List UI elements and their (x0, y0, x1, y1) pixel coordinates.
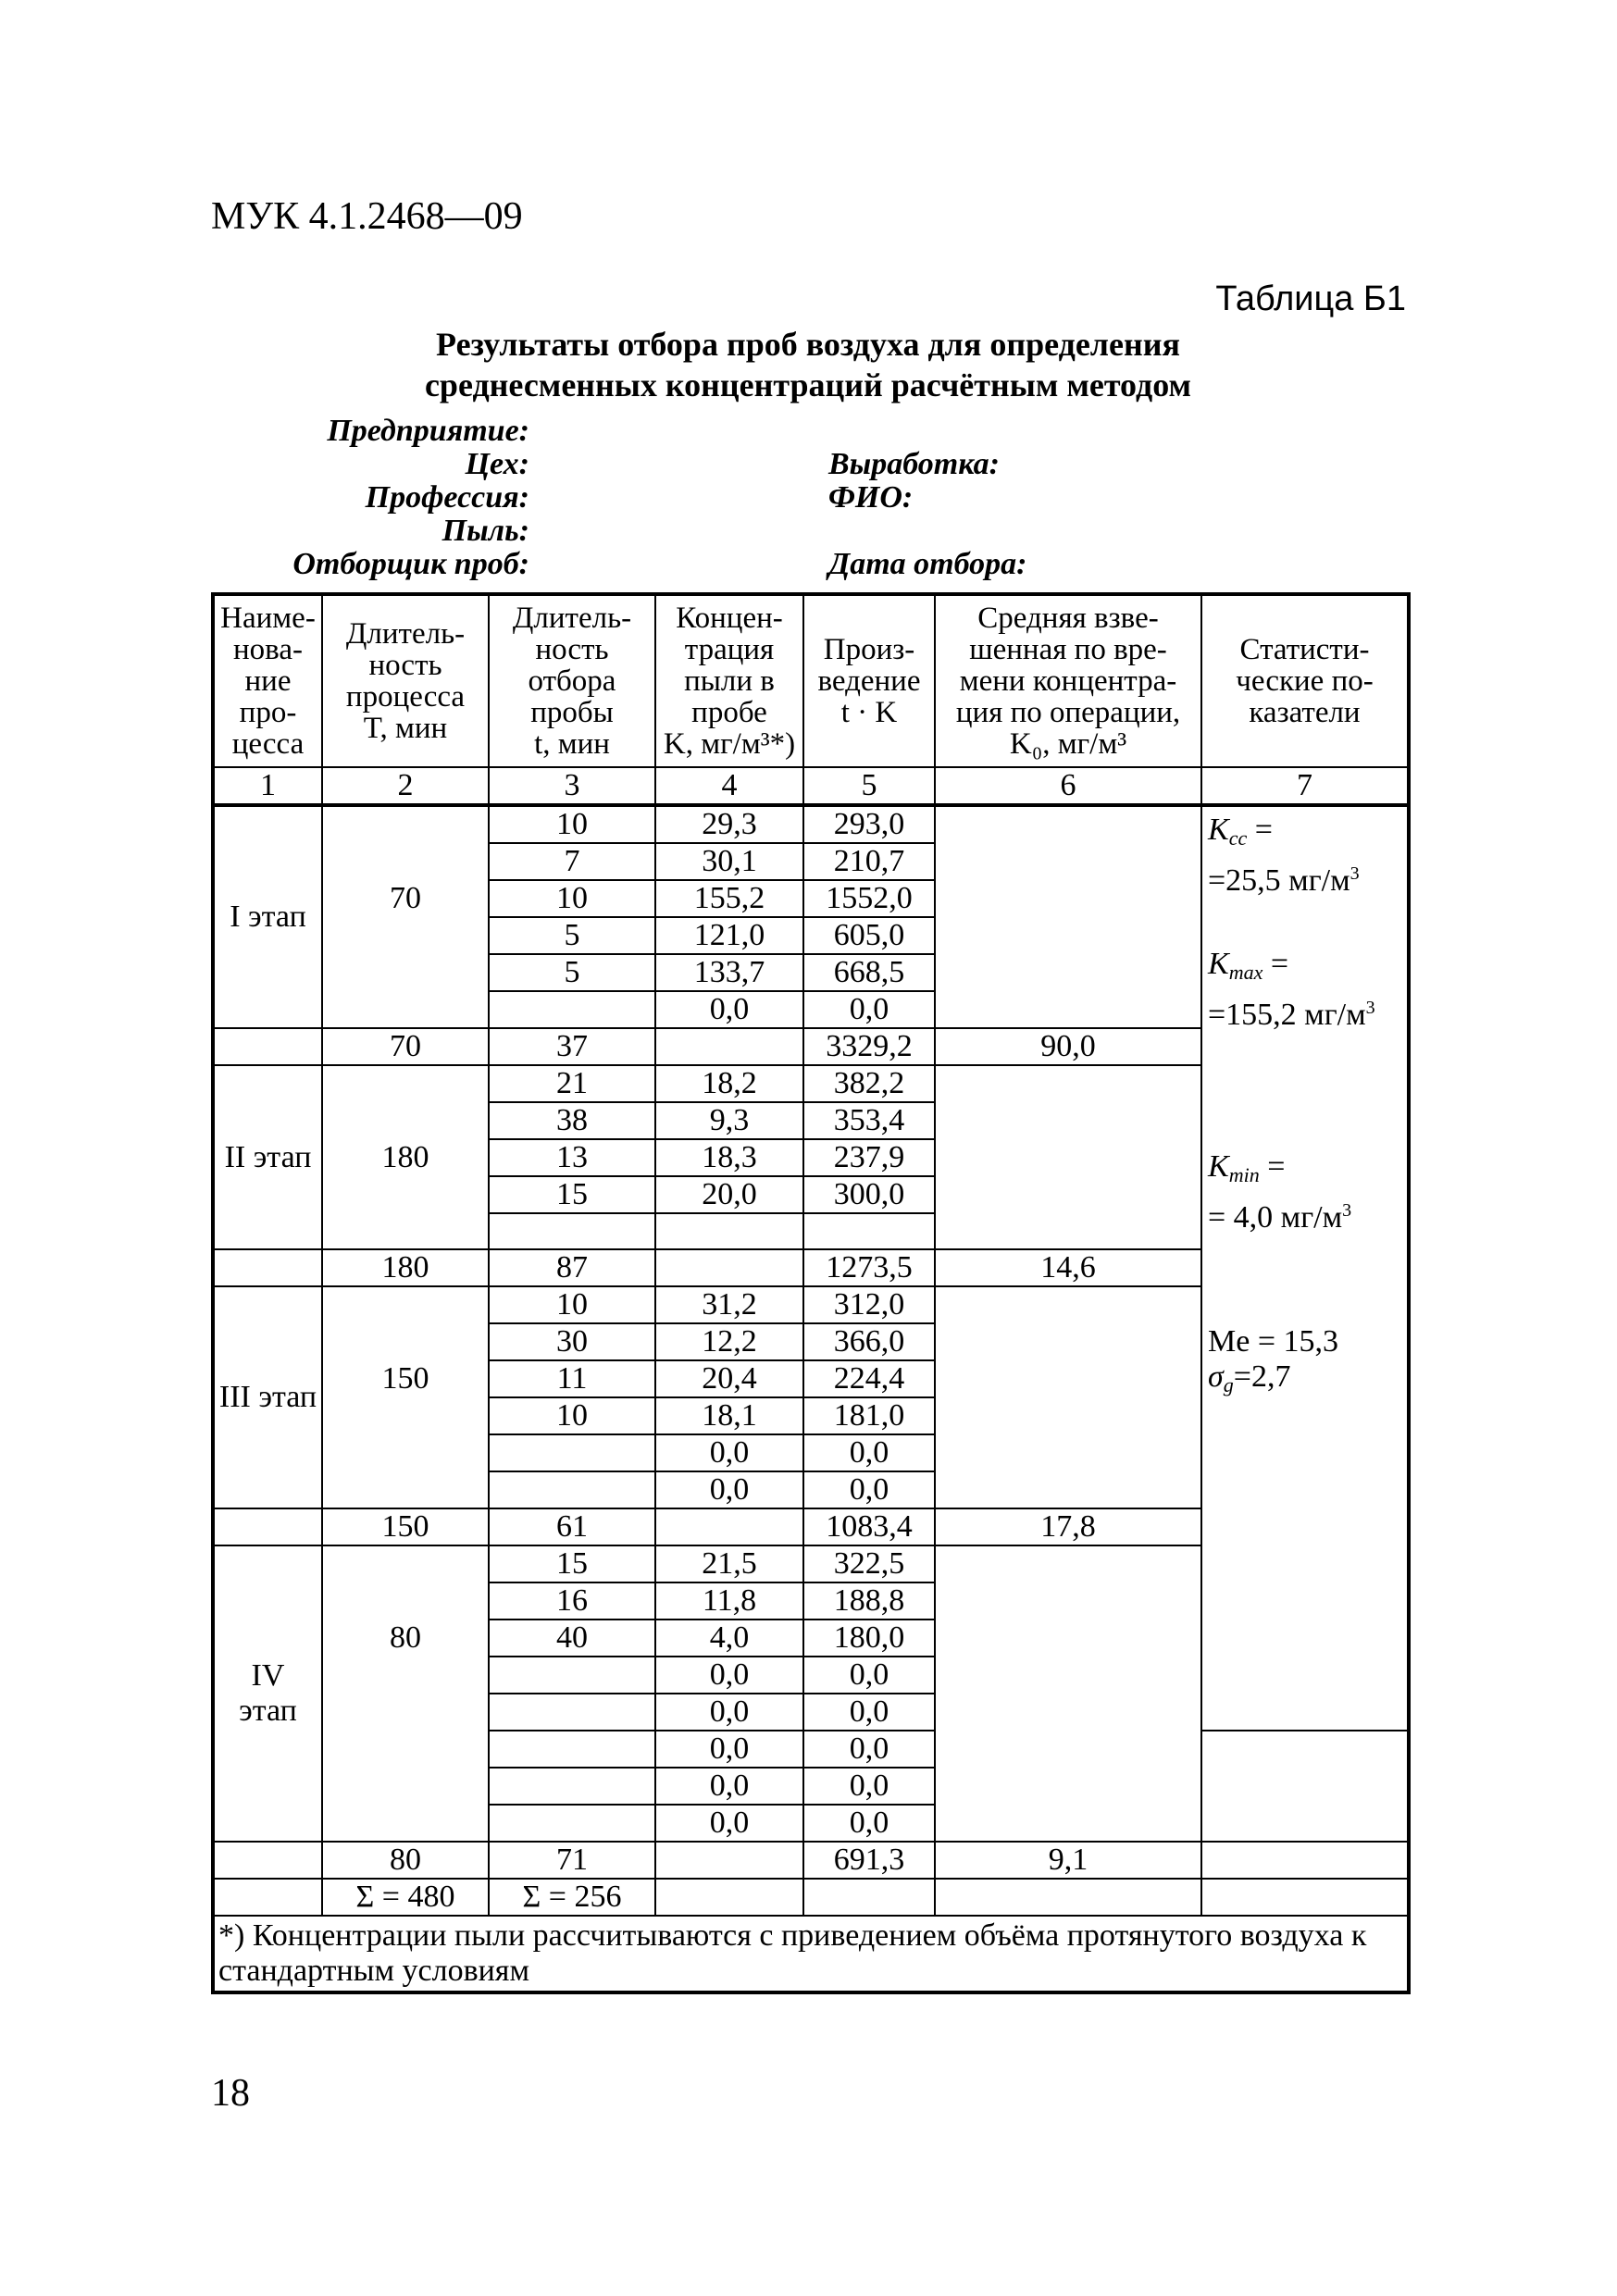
stage-duration: 70 (322, 880, 489, 917)
meta-sampler: Отборщик проб: (292, 547, 529, 581)
meta-dust: Пыль: (442, 514, 529, 548)
cell: 10 (489, 880, 655, 917)
cell: 71 (489, 1842, 655, 1879)
cell (322, 805, 489, 843)
cell: 300,0 (803, 1176, 935, 1213)
cell: 0,0 (655, 1471, 803, 1508)
cell: 0,0 (655, 1694, 803, 1731)
footnote: *) Концентрации пыли рассчитываются с приведением объёма протянутого воздуха к стандартным условиям (213, 1916, 1409, 1992)
cell: 0,0 (803, 1805, 935, 1842)
cell (322, 1545, 489, 1582)
statistics-cell (1201, 805, 1409, 1731)
cell: 312,0 (803, 1286, 935, 1323)
sum-process-duration: Σ = 480 (322, 1879, 489, 1916)
cell: 0,0 (803, 1694, 935, 1731)
cell: 0,0 (803, 1731, 935, 1768)
cell: 31,2 (655, 1286, 803, 1323)
cell: 3329,2 (803, 1028, 935, 1065)
column-number-row (213, 767, 1409, 805)
meta-enterprise: Предприятие: (327, 414, 529, 448)
cell: 11,8 (655, 1582, 803, 1620)
cell: 210,7 (803, 843, 935, 880)
cell: 181,0 (803, 1397, 935, 1434)
cell: 18,2 (655, 1065, 803, 1102)
cell: 18,1 (655, 1397, 803, 1434)
title-line-1: Результаты отбора проб воздуха для определения (436, 326, 1180, 363)
cell (655, 1879, 803, 1916)
cell (655, 1508, 803, 1545)
cell: 40 (489, 1620, 655, 1657)
cell (213, 1879, 322, 1916)
document-code: МУК 4.1.2468—09 (211, 195, 523, 238)
cell: 0,0 (655, 1768, 803, 1805)
cell: 38 (489, 1102, 655, 1139)
cell: 0,0 (803, 1434, 935, 1471)
cell (935, 1545, 1201, 1842)
results-table (211, 592, 1411, 1994)
cell (322, 1102, 489, 1139)
cell: 0,0 (803, 991, 935, 1028)
cell (1201, 1842, 1409, 1879)
cell: 10 (489, 805, 655, 843)
table-row (213, 1768, 1409, 1805)
cell (213, 1842, 322, 1879)
column-number: 3 (489, 767, 655, 805)
cell (322, 1323, 489, 1360)
cell (935, 1879, 1201, 1916)
cell: 10 (489, 1397, 655, 1434)
cell (322, 1805, 489, 1842)
cell: 9,1 (935, 1842, 1201, 1879)
stage-total-row (213, 1842, 1409, 1879)
cell: 12,2 (655, 1323, 803, 1360)
cell (489, 1768, 655, 1805)
cell: 1552,0 (803, 880, 935, 917)
cell (489, 991, 655, 1028)
header-row (213, 594, 1409, 767)
column-number: 7 (1201, 767, 1409, 805)
cell: 155,2 (655, 880, 803, 917)
cell (322, 1657, 489, 1694)
stat-kmax: $K_{max}$ = =155,2 $мг/м^3$ (1208, 947, 1375, 1032)
cell (803, 1213, 935, 1249)
cell (322, 1213, 489, 1249)
table-row (213, 1731, 1409, 1768)
cell (803, 1879, 935, 1916)
cell: 15 (489, 1176, 655, 1213)
cell: 1273,5 (803, 1249, 935, 1286)
cell: 16 (489, 1582, 655, 1620)
stat-kcc: $K_{cc}$ = =25,5 $мг/м^3$ (1208, 813, 1360, 898)
stage-duration: 180 (322, 1139, 489, 1176)
cell: 237,9 (803, 1139, 935, 1176)
cell (322, 1434, 489, 1471)
header-concentration: Концен- трация пыли в пробе K, мг/м³*) (655, 594, 803, 767)
cell (213, 1249, 322, 1286)
meta-profession: Профессия: (365, 480, 529, 515)
cell (322, 1731, 489, 1768)
cell (322, 843, 489, 880)
stage-name: I этап (213, 805, 322, 1028)
cell (322, 1286, 489, 1323)
stage-name: II этап (213, 1065, 322, 1249)
cell: 188,8 (803, 1582, 935, 1620)
stat-median: Me = 15,3 $\sigma_g=2,7$ (1208, 1324, 1338, 1396)
cell: 13 (489, 1139, 655, 1176)
meta-fio: ФИО: (828, 480, 914, 515)
cell: 0,0 (655, 1657, 803, 1694)
cell: 61 (489, 1508, 655, 1545)
cell: 17,8 (935, 1508, 1201, 1545)
table-row (213, 1805, 1409, 1842)
cell (322, 1694, 489, 1731)
table-label: Таблица Б1 (1215, 279, 1406, 318)
stat-kmin: $K_{min}$ = = 4,0 $мг/м^3$ (1208, 1149, 1352, 1235)
header-process-name: Наиме- нова- ние про- цесса (213, 594, 322, 767)
cell (322, 1768, 489, 1805)
cell (489, 1731, 655, 1768)
cell: 668,5 (803, 954, 935, 991)
header-product: Произ- ведение t · K (803, 594, 935, 767)
sum-row (213, 1879, 1409, 1916)
stage-duration: 150 (322, 1360, 489, 1397)
column-number: 1 (213, 767, 322, 805)
cell (322, 917, 489, 954)
cell: 0,0 (655, 1805, 803, 1842)
cell (322, 1065, 489, 1102)
cell (322, 1176, 489, 1213)
cell: 605,0 (803, 917, 935, 954)
cell: 21,5 (655, 1545, 803, 1582)
cell: 80 (322, 1842, 489, 1879)
cell (213, 1028, 322, 1065)
cell: 5 (489, 954, 655, 991)
cell: 21 (489, 1065, 655, 1102)
cell: 224,4 (803, 1360, 935, 1397)
cell: 322,5 (803, 1545, 935, 1582)
column-number: 4 (655, 767, 803, 805)
cell: 691,3 (803, 1842, 935, 1879)
cell (213, 1508, 322, 1545)
cell: 0,0 (655, 991, 803, 1028)
meta-output: Выработка: (828, 447, 1000, 481)
cell: 87 (489, 1249, 655, 1286)
cell: 353,4 (803, 1102, 935, 1139)
cell: 366,0 (803, 1323, 935, 1360)
cell: 18,3 (655, 1139, 803, 1176)
header-sampling-duration: Длитель- ность отбора пробы t, мин (489, 594, 655, 767)
cell (1201, 1879, 1409, 1916)
cell (489, 1694, 655, 1731)
cell: 15 (489, 1545, 655, 1582)
cell: 1083,4 (803, 1508, 935, 1545)
cell (489, 1805, 655, 1842)
cell: 0,0 (655, 1731, 803, 1768)
stage-name: III этап (213, 1286, 322, 1508)
cell (935, 805, 1201, 1028)
cell: 382,2 (803, 1065, 935, 1102)
cell: 0,0 (803, 1471, 935, 1508)
cell: 7 (489, 843, 655, 880)
footnote-row (213, 1916, 1409, 1992)
cell: 0,0 (803, 1657, 935, 1694)
table-row (213, 805, 1409, 843)
meta-sampling-date: Дата отбора: (828, 547, 1027, 581)
sum-sampling-duration: Σ = 256 (489, 1879, 655, 1916)
cell: 5 (489, 917, 655, 954)
header-process-duration: Длитель- ность процесса T, мин (322, 594, 489, 767)
title-line-2: среднесменных концентраций расчётным методом (424, 366, 1192, 403)
header-statistics: Статисти- ческие по- казатели (1201, 594, 1409, 767)
cell (655, 1213, 803, 1249)
cell: 30 (489, 1323, 655, 1360)
cell (489, 1657, 655, 1694)
cell: 4,0 (655, 1620, 803, 1657)
cell (489, 1213, 655, 1249)
cell (322, 1582, 489, 1620)
cell: 90,0 (935, 1028, 1201, 1065)
cell (489, 1471, 655, 1508)
cell: 70 (322, 1028, 489, 1065)
cell (322, 954, 489, 991)
cell (489, 1434, 655, 1471)
cell: 29,3 (655, 805, 803, 843)
cell: 121,0 (655, 917, 803, 954)
cell: 9,3 (655, 1102, 803, 1139)
header-weighted-average: Средняя взве- шенная по вре- мени концентра- ция по операции, K₀, мг/м³ (935, 594, 1201, 767)
table-title (211, 324, 1405, 405)
cell: 0,0 (803, 1768, 935, 1805)
cell: 150 (322, 1508, 489, 1545)
meta-workshop: Цех: (465, 447, 529, 481)
cell: 37 (489, 1028, 655, 1065)
cell: 11 (489, 1360, 655, 1397)
cell (935, 1065, 1201, 1249)
page-number: 18 (211, 2072, 250, 2115)
cell (655, 1842, 803, 1879)
cell: 0,0 (655, 1434, 803, 1471)
cell: 10 (489, 1286, 655, 1323)
cell (935, 1286, 1201, 1508)
cell: 293,0 (803, 805, 935, 843)
cell: 20,0 (655, 1176, 803, 1213)
column-number: 5 (803, 767, 935, 805)
cell: 133,7 (655, 954, 803, 991)
column-number: 6 (935, 767, 1201, 805)
cell (322, 1471, 489, 1508)
column-number: 2 (322, 767, 489, 805)
cell (322, 1397, 489, 1434)
cell: 180,0 (803, 1620, 935, 1657)
cell: 180 (322, 1249, 489, 1286)
cell: 30,1 (655, 843, 803, 880)
cell (322, 991, 489, 1028)
cell: 14,6 (935, 1249, 1201, 1286)
stage-duration: 80 (322, 1620, 489, 1657)
stage-name: IV этап (213, 1545, 322, 1842)
cell (655, 1249, 803, 1286)
cell: 20,4 (655, 1360, 803, 1397)
cell (655, 1028, 803, 1065)
